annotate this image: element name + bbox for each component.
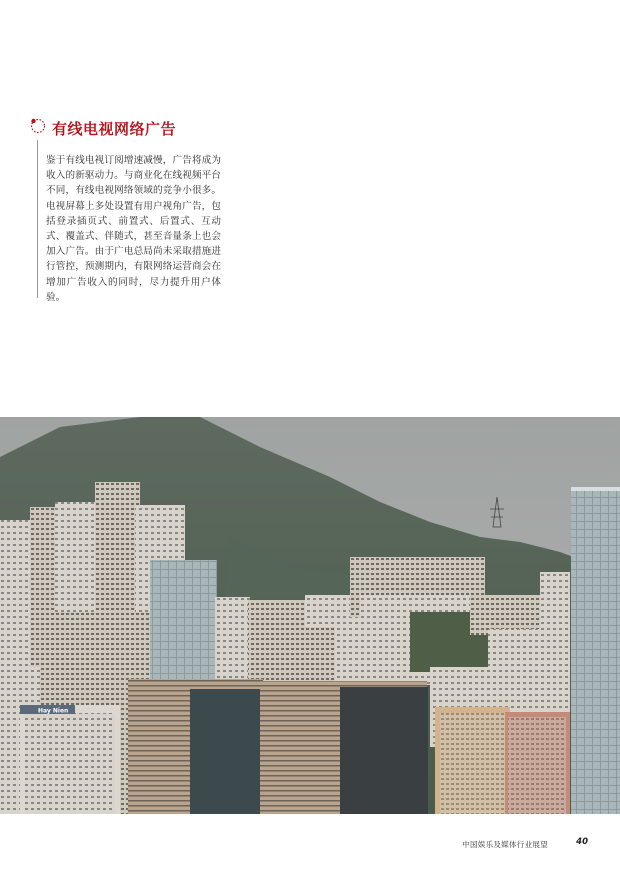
photo-sign-text: Hay Nien — [38, 707, 69, 715]
body-rule — [37, 140, 38, 298]
city-skyline-photo — [0, 417, 620, 814]
section-title: 有线电视网络广告 — [52, 120, 177, 138]
page-number: 40 — [576, 837, 588, 847]
section-body: 鉴于有线电视订阅增速减慢，广告将成为收入的新驱动力。与商业化在线视频平台不同，有线电视网络领域的竞争小很多。电视屏幕上多处设置有用户视角广告，包括登录插页式、前置式、后置式、互动式、覆盖式、伴随式，甚至音量条上也会加入广告。由于广电总局尚未采取措施进行管控，预测期内，有限网络运营商会在增加广告收入的同时，尽力提升用户体验。 — [46, 155, 221, 303]
section-marker-icon — [30, 118, 46, 134]
publication-name: 中国娱乐及媒体行业展望 — [462, 840, 548, 849]
